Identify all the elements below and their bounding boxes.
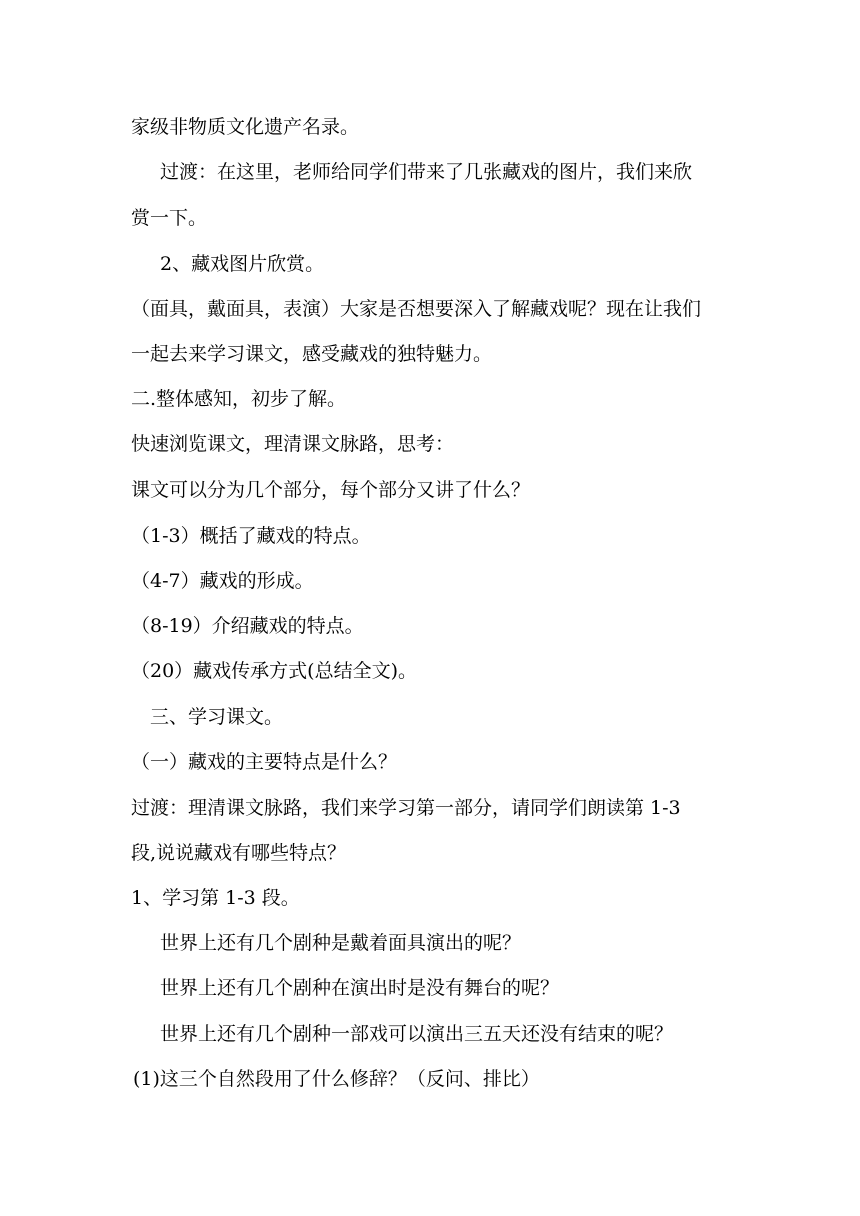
text-line: （8-19）介绍藏戏的特点。 xyxy=(131,615,364,637)
text-line: 1、学习第 1-3 段。 xyxy=(131,887,300,909)
text-line: （面具，戴面具，表演）大家是否想要深入了解藏戏呢？现在让我们 xyxy=(131,298,702,320)
text-line: （1-3）概括了藏戏的特点。 xyxy=(131,525,371,547)
text-line: 课文可以分为几个部分，每个部分又讲了什么？ xyxy=(131,479,531,501)
text-line: 三、学习课文。 xyxy=(150,706,284,728)
text-line: 世界上还有几个剧种是戴着面具演出的呢？ xyxy=(160,932,522,954)
text-line: （一）藏戏的主要特点是什么？ xyxy=(131,751,398,773)
text-line: （4-7）藏戏的形成。 xyxy=(131,570,314,592)
text-line: 世界上还有几个剧种一部戏可以演出三五天还没有结束的呢？ xyxy=(160,1023,674,1045)
text-line: 世界上还有几个剧种在演出时是没有舞台的呢？ xyxy=(160,977,560,999)
text-line: 一起去来学习课文，感受藏戏的独特魅力。 xyxy=(131,343,493,365)
text-line: 快速浏览课文，理清课文脉路，思考： xyxy=(131,433,455,455)
text-line: 过渡：在这里，老师给同学们带来了几张藏戏的图片，我们来欣 xyxy=(160,161,693,183)
text-line: (1)这三个自然段用了什么修辞？（反问、排比） xyxy=(133,1068,540,1090)
text-line: 家级非物质文化遗产名录。 xyxy=(131,116,360,138)
text-line: 段,说说藏戏有哪些特点？ xyxy=(131,842,347,864)
text-line: 过渡：理清课文脉路，我们来学习第一部分，请同学们朗读第 1-3 xyxy=(131,797,681,819)
text-line: 2、藏戏图片欣赏。 xyxy=(160,253,325,275)
text-line: （20）藏戏传承方式(总结全文)。 xyxy=(131,660,418,682)
text-line: 二.整体感知，初步了解。 xyxy=(131,388,347,410)
text-line: 赏一下。 xyxy=(131,207,208,229)
